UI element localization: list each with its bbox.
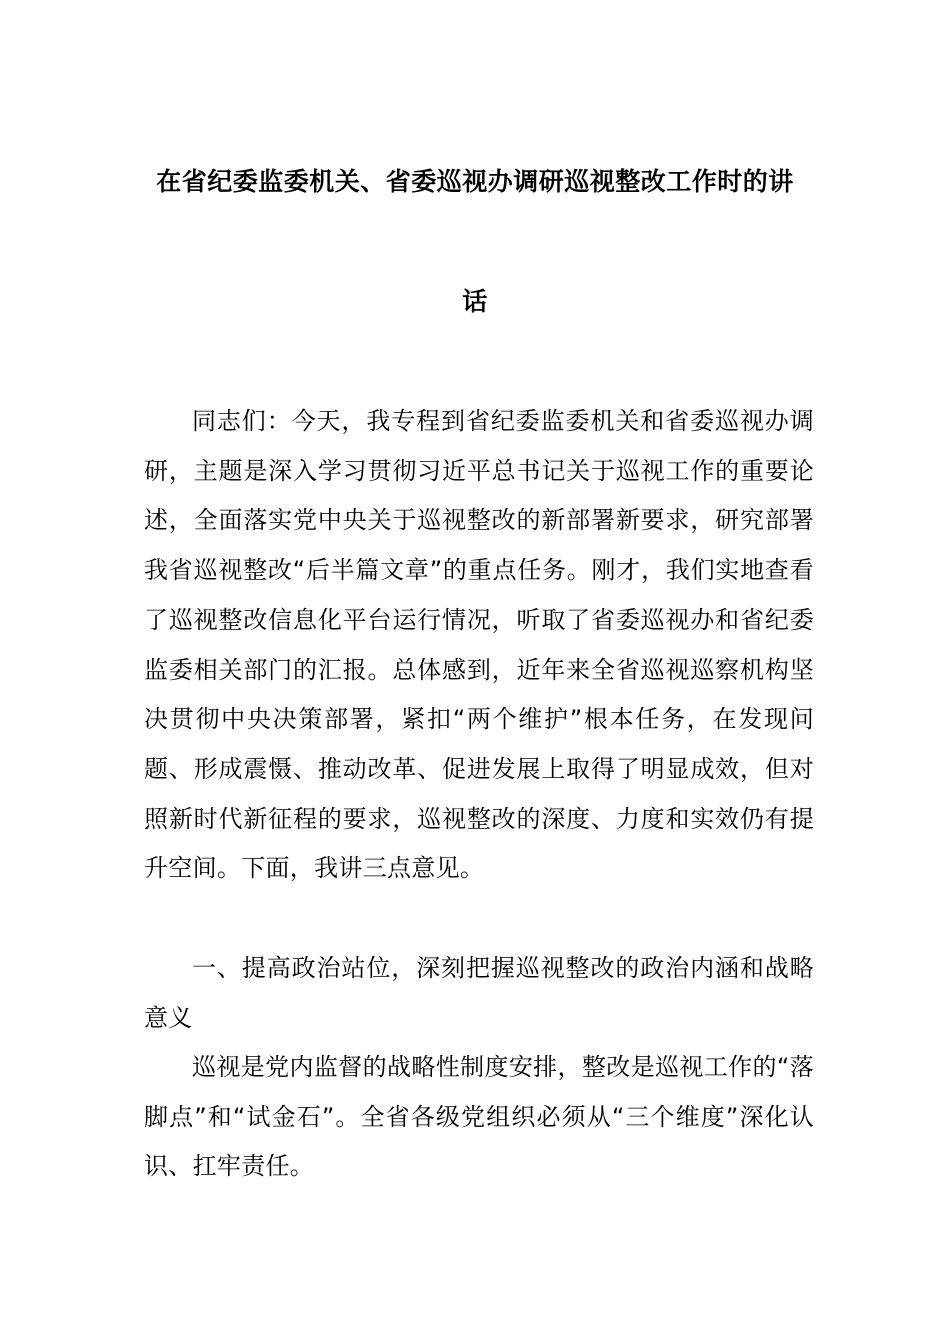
section-heading-1: 一、提高政治站位，深刻把握巡视整改的政治内涵和战略意义: [144, 954, 814, 1032]
document-title-line-1: 在省纪委监委机关、省委巡视办调研巡视整改工作时的讲: [156, 167, 794, 196]
paragraph-opening: 同志们：今天，我专程到省纪委监委机关和省委巡视办调研，主题是深入学习贯彻习近平总书记关于巡视工作的重要论述，全面落实党中央关于巡视整改的新部署新要求，研究部署我省巡视整改“后半篇文章”的重点任务。刚才，我们实地查看了巡视整改信息化平台运行情况，听取了省委巡视办和省纪委监委相关部门的汇报。总体感到，近年来全省巡视巡察机构坚决贯彻中央决策部署，紧扣“两个维护”根本任务，在发现问题、形成震慑、推动改革、促进发展上取得了明显成效，但对照新时代新征程的要求，巡视整改的深度、力度和实效仍有提升空间。下面，我讲三点意见。: [144, 407, 814, 883]
paragraph-section-1: 巡视是党内监督的战略性制度安排，整改是巡视工作的“落脚点”和“试金石”。全省各级党组织必须从“三个维度”深化认识、扛牢责任。: [144, 1053, 814, 1181]
document-title-line-2: 话: [462, 287, 488, 316]
